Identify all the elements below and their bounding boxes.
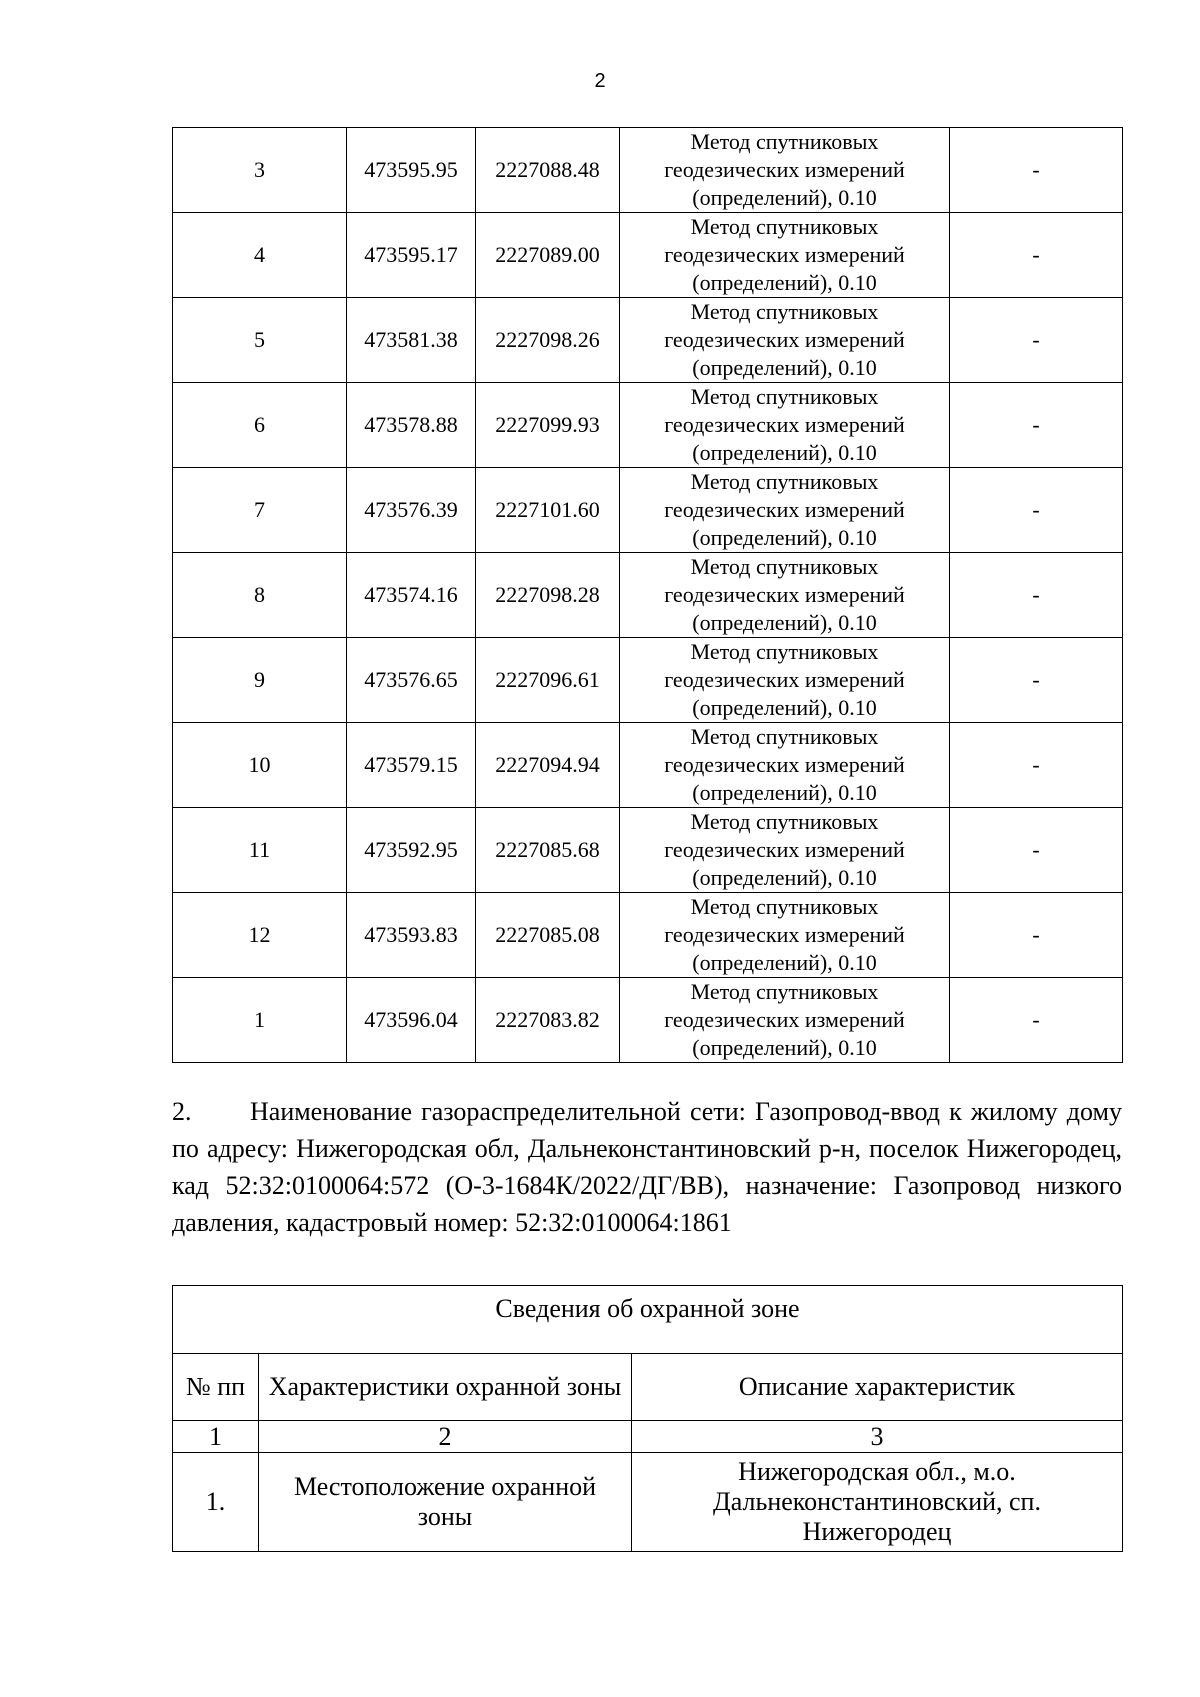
note-cell: - [950,723,1123,808]
method-line: Метод спутниковых [690,639,879,664]
network-description [172,1093,1122,1241]
y-coordinate-cell: 2227089.00 [476,213,620,298]
method-line: (определений), 0.10 [692,1035,877,1060]
method-line: Метод спутниковых [690,894,879,919]
method-cell [620,213,950,298]
y-coordinate-cell: 2227085.68 [476,808,620,893]
header-description: Описание характеристик [632,1354,1123,1421]
note-cell: - [950,383,1123,468]
method-line: (определений), 0.10 [692,950,877,975]
x-coordinate-cell: 473578.88 [347,383,476,468]
x-coordinate-cell: 473592.95 [347,808,476,893]
x-coordinate-cell: 473595.17 [347,213,476,298]
y-coordinate-cell: 2227085.08 [476,893,620,978]
point-number-cell: 7 [173,468,347,553]
method-line: геодезических измерений [664,412,905,437]
method-cell [620,553,950,638]
method-line: геодезических измерений [664,837,905,862]
header-characteristics: Характеристики охранной зоны [259,1354,632,1421]
zone-row-number: 1. [173,1453,259,1552]
method-line: (определений), 0.10 [692,525,877,550]
method-line: Метод спутниковых [690,299,879,324]
method-cell [620,808,950,893]
y-coordinate-cell: 2227099.93 [476,383,620,468]
zone-row-characteristic: Местоположение охранной зоны [259,1453,632,1552]
x-coordinate-cell: 473579.15 [347,723,476,808]
point-number-cell: 9 [173,638,347,723]
method-line: Метод спутниковых [690,724,879,749]
section-text: Наименование газораспределительной сети: Газопровод-ввод к жилому дому по адресу: Нижегородская обл, Дальнеконстантиновский р-н, поселок Нижегородец, кад 52:32:0100064:572 (О-3-1684К/2022/ДГ/ВВ), назначение: Газопровод низкого давления, кадастровый номер: 52:32:0100064:1861 [172,1097,1122,1237]
method-line: Метод спутниковых [690,554,879,579]
table-row [173,383,1123,468]
table-row [173,128,1123,213]
method-line: (определений), 0.10 [692,780,877,805]
col-number-1: 1 [173,1421,259,1453]
method-cell [620,128,950,213]
method-cell [620,723,950,808]
method-line: геодезических измерений [664,1007,905,1032]
method-cell [620,298,950,383]
y-coordinate-cell: 2227096.61 [476,638,620,723]
method-line: Метод спутниковых [690,129,879,154]
note-cell: - [950,553,1123,638]
method-line: (определений), 0.10 [692,440,877,465]
point-number-cell: 3 [173,128,347,213]
page-number: 2 [594,70,606,92]
method-line: геодезических измерений [664,922,905,947]
note-cell: - [950,638,1123,723]
table-row [173,723,1123,808]
col-number-3: 3 [632,1421,1123,1453]
table-row [173,213,1123,298]
note-cell: - [950,893,1123,978]
method-line: (определений), 0.10 [692,865,877,890]
method-cell [620,468,950,553]
protection-zone-table [172,1285,1123,1552]
y-coordinate-cell: 2227098.26 [476,298,620,383]
y-coordinate-cell: 2227094.94 [476,723,620,808]
zone-title-row [173,1286,1123,1354]
method-line: Метод спутниковых [690,809,879,834]
x-coordinate-cell: 473576.65 [347,638,476,723]
method-line: геодезических измерений [664,157,905,182]
method-line: геодезических измерений [664,752,905,777]
zone-col-numbers-row [173,1421,1123,1453]
table-row [173,298,1123,383]
header-number: № пп [173,1354,259,1421]
method-line: Метод спутниковых [690,469,879,494]
table-row [173,638,1123,723]
x-coordinate-cell: 473595.95 [347,128,476,213]
method-line: геодезических измерений [664,582,905,607]
point-number-cell: 12 [173,893,347,978]
note-cell: - [950,213,1123,298]
method-line: геодезических измерений [664,242,905,267]
method-line: Метод спутниковых [690,384,879,409]
x-coordinate-cell: 473596.04 [347,978,476,1063]
method-line: (определений), 0.10 [692,355,877,380]
note-cell: - [950,468,1123,553]
y-coordinate-cell: 2227088.48 [476,128,620,213]
zone-header-row [173,1354,1123,1421]
point-number-cell: 10 [173,723,347,808]
table-row [173,468,1123,553]
zone-row-description: Нижегородская обл., м.о. Дальнеконстантиновский, сп. Нижегородец [632,1453,1123,1552]
note-cell: - [950,978,1123,1063]
point-number-cell: 6 [173,383,347,468]
zone-table-title: Сведения об охранной зоне [173,1286,1123,1354]
method-line: (определений), 0.10 [692,695,877,720]
note-cell: - [950,128,1123,213]
method-cell [620,638,950,723]
method-line: геодезических измерений [664,667,905,692]
method-line: Метод спутниковых [690,214,879,239]
table-row [173,978,1123,1063]
x-coordinate-cell: 473574.16 [347,553,476,638]
note-cell: - [950,808,1123,893]
method-line: геодезических измерений [664,327,905,352]
col-number-2: 2 [259,1421,632,1453]
section-number: 2. [172,1097,192,1126]
point-number-cell: 4 [173,213,347,298]
method-cell [620,383,950,468]
method-line: (определений), 0.10 [692,270,877,295]
coordinates-table [172,127,1123,1063]
method-line: геодезических измерений [664,497,905,522]
x-coordinate-cell: 473576.39 [347,468,476,553]
table-row [173,893,1123,978]
method-cell [620,893,950,978]
point-number-cell: 8 [173,553,347,638]
method-line: Метод спутниковых [690,979,879,1004]
method-line: (определений), 0.10 [692,185,877,210]
method-line: (определений), 0.10 [692,610,877,635]
y-coordinate-cell: 2227098.28 [476,553,620,638]
zone-data-row [173,1453,1123,1552]
point-number-cell: 1 [173,978,347,1063]
note-cell: - [950,298,1123,383]
table-row [173,808,1123,893]
point-number-cell: 5 [173,298,347,383]
point-number-cell: 11 [173,808,347,893]
table-row [173,553,1123,638]
method-cell [620,978,950,1063]
y-coordinate-cell: 2227083.82 [476,978,620,1063]
x-coordinate-cell: 473581.38 [347,298,476,383]
x-coordinate-cell: 473593.83 [347,893,476,978]
y-coordinate-cell: 2227101.60 [476,468,620,553]
